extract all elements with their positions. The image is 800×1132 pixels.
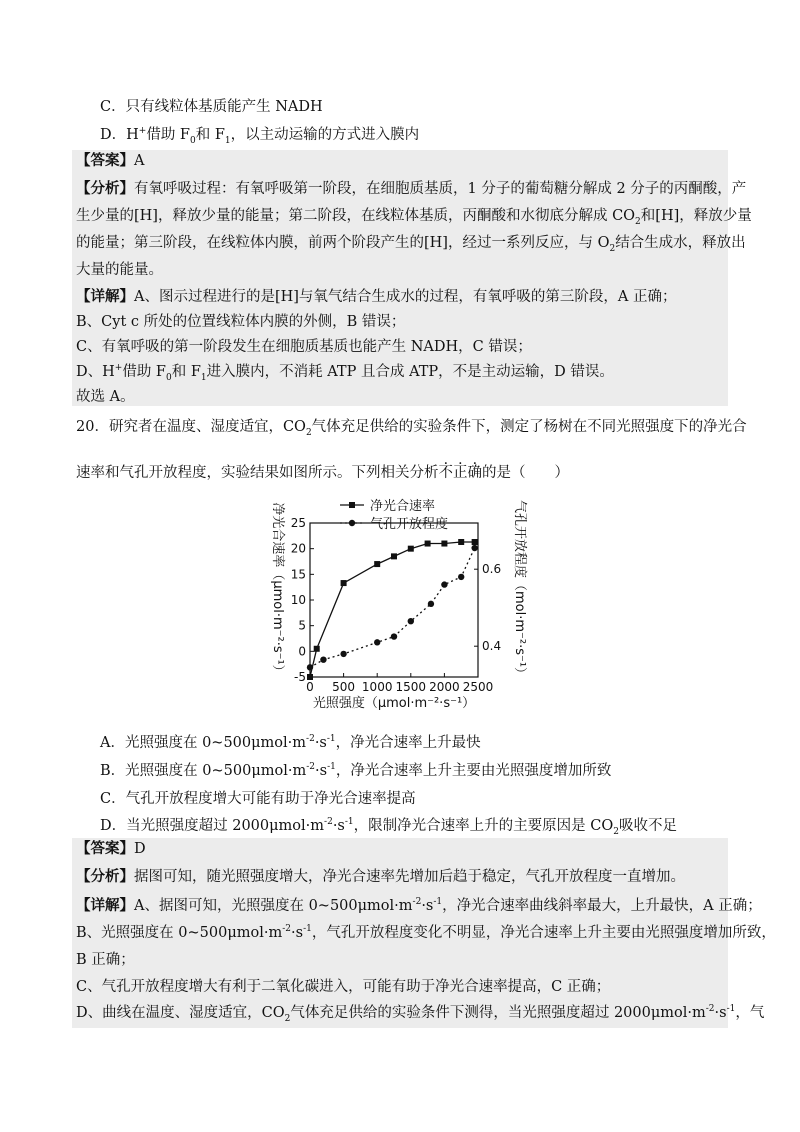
q20-detail-line-4: C、气孔开放程度增大有利于二氧化碳进入，可能有助于净光合速率提高，C 正确； — [76, 979, 611, 995]
stomatal-opening-point — [408, 618, 414, 624]
left-tick-label: 10 — [290, 593, 306, 607]
series-net-photosynthesis-line — [310, 542, 475, 677]
net-photosynthesis-point — [472, 539, 478, 545]
stomatal-opening-point — [374, 639, 380, 645]
prev-detail-line-4: D、H+借助 $F_0$和 $F_1$进入膜内，不消耗 ATP 且合成 ATP，不是主动运输，D 错误。 — [76, 363, 614, 383]
q20-stem-line-2: 速率和气孔开放程度，实验结果如图所示。下列相关分析不正确的是（ ） — [76, 465, 569, 481]
prev-detail-line-1: 【详解】A、图示过程进行的是[H]与氧气结合生成水的过程，有氧呼吸的第三阶段，A 正确； — [76, 288, 677, 305]
x-tick-label: 500 — [332, 680, 356, 694]
q20-solution-block — [72, 838, 776, 1028]
prev-analysis-line-4: 大量的能量。 — [76, 262, 163, 278]
net-photosynthesis-point — [341, 580, 347, 586]
q20-option-a: A．光照强度在 $0\sim 500\mu mol\cdot m^{-2}\cdot s^{-1}$，净光合速率上升最快 — [100, 734, 481, 751]
x-tick-label: 2500 — [462, 680, 494, 694]
plot-frame — [310, 523, 478, 677]
q20-detail-line-1: 【详解】A、据图可知，光照强度在 $0\sim 500\mu mol\cdot m^{-2}\cdot s^{-1}$，净光合速率曲线斜率最大，上升最快，A 正确； — [76, 897, 762, 914]
prev-option-d: D．H+借助 $F_0$和 $F_1$，以主动运输的方式进入膜内 — [100, 126, 420, 146]
right-tick-label: 0.6 — [482, 562, 502, 577]
net-photosynthesis-point — [374, 561, 380, 567]
photosynthesis-chart — [258, 495, 538, 725]
stomatal-opening-point — [320, 656, 326, 662]
stomatal-opening-point — [458, 574, 464, 580]
net-photosynthesis-point — [391, 553, 397, 559]
prev-answer: 【答案】A — [76, 152, 145, 169]
q20-option-d: D．当光照强度超过 $2000\mu mol\cdot m^{-2}\cdot s^{-1}$，限制净光合速率上升的主要原因是 $CO_2$吸收不足 — [100, 817, 677, 837]
stomatal-opening-point — [340, 651, 346, 657]
prev-analysis-line-1: 【分析】有氧呼吸过程：有氧呼吸第一阶段，在细胞质基质，1 分子的葡萄糖分解成 2 分子的丙酮酸，产 — [76, 180, 747, 197]
x-tick-label: 1000 — [361, 680, 393, 694]
prev-detail-line-2: B、Cyt c 所处的位置线粒体内膜的外侧，B 错误； — [76, 314, 406, 330]
legend-label-stomatal: 气孔开放程度 — [370, 517, 449, 532]
stomatal-opening-point — [471, 545, 477, 551]
q20-detail-line-5: D、曲线在温度、湿度适宜，$CO_2$气体充足供给的实验条件下测得，当光照强度超过 $2000\mu mol\cdot m^{-2}\cdot s^{-1}$，气 — [76, 1004, 765, 1024]
prev-option-c: C．只有线粒体基质能产生 NADH — [100, 99, 323, 115]
left-tick-label: 25 — [290, 516, 306, 530]
net-photosynthesis-point — [458, 539, 464, 545]
stomatal-opening-point — [441, 581, 447, 587]
q20-option-c: C．气孔开放程度增大可能有助于净光合速率提高 — [100, 791, 416, 807]
right-tick-label: 0.4 — [482, 639, 502, 654]
q20-stem-line-1: 20．研究者在温度、湿度适宜，$CO_2$气体充足供给的实验条件下，测定了杨树在不同光照强度下的净光合 — [76, 419, 747, 438]
x-tick-label: 0 — [306, 680, 314, 694]
chart-svg — [258, 495, 538, 725]
stomatal-opening-point — [428, 601, 434, 607]
prev-analysis-line-2: 生少量的[H]，释放少量的能量；第二阶段，在线粒体基质，丙酮酸和水彻底分解成 $CO_2$和[H]，释放少量 — [76, 208, 752, 227]
prev-detail-line-3: C、有氧呼吸的第一阶段发生在细胞质基质也能产生 NADH，C 错误； — [76, 339, 532, 355]
q20-answer: 【答案】D — [76, 840, 146, 857]
x-tick-label: 2000 — [429, 680, 460, 694]
net-photosynthesis-point — [425, 541, 431, 547]
net-photosynthesis-point — [314, 646, 320, 652]
series-stomatal-opening-line — [310, 548, 475, 667]
q20-detail-line-3: B 正确； — [76, 952, 135, 968]
legend-marker-stomatal — [349, 520, 355, 526]
left-tick-label: 20 — [290, 541, 306, 556]
left-tick-label: -5 — [294, 670, 306, 684]
q20-analysis: 【分析】据图可知，随光照强度增大，净光合速率先增加后趋于稳定，气孔开放程度一直增加。 — [76, 868, 685, 885]
stomatal-opening-point — [391, 633, 397, 639]
stomatal-opening-point — [307, 664, 313, 670]
left-tick-label: 5 — [298, 618, 306, 633]
left-tick-label: 0 — [298, 644, 306, 659]
net-photosynthesis-point — [408, 546, 414, 552]
x-tick-label: 1500 — [395, 680, 427, 694]
legend-label-net: 净光合速率 — [370, 499, 436, 514]
prev-analysis-line-3: 的能量；第三阶段，在线粒体内膜，前两个阶段产生的[H]，经过一系列反应，与 $O_2$结合生成水，释放出 — [76, 235, 746, 254]
net-photosynthesis-point — [441, 541, 447, 547]
prev-detail-line-5: 故选 A。 — [76, 389, 135, 405]
q20-option-b: B．光照强度在 $0\sim 500\mu mol\cdot m^{-2}\cdot s^{-1}$，净光合速率上升主要由光照强度增加所致 — [100, 762, 612, 779]
right-axis-label: 气孔开放程度（mol·m⁻²·s⁻¹） — [512, 499, 527, 681]
q20-detail-line-2: B、光照强度在 $0\sim 500\mu mol\cdot m^{-2}\cdot s^{-1}$，气孔开放程度变化不明显，净光合速率上升主要由光照强度增加所致， — [76, 924, 776, 941]
prev-solution-block — [72, 150, 752, 406]
left-axis-label: 净光合速率（μmol·m⁻²·s⁻¹） — [270, 502, 285, 678]
left-tick-label: 15 — [290, 567, 306, 582]
legend-marker-net — [349, 502, 355, 508]
x-axis-label: 光照强度（μmol·m⁻²·s⁻¹） — [312, 696, 476, 711]
